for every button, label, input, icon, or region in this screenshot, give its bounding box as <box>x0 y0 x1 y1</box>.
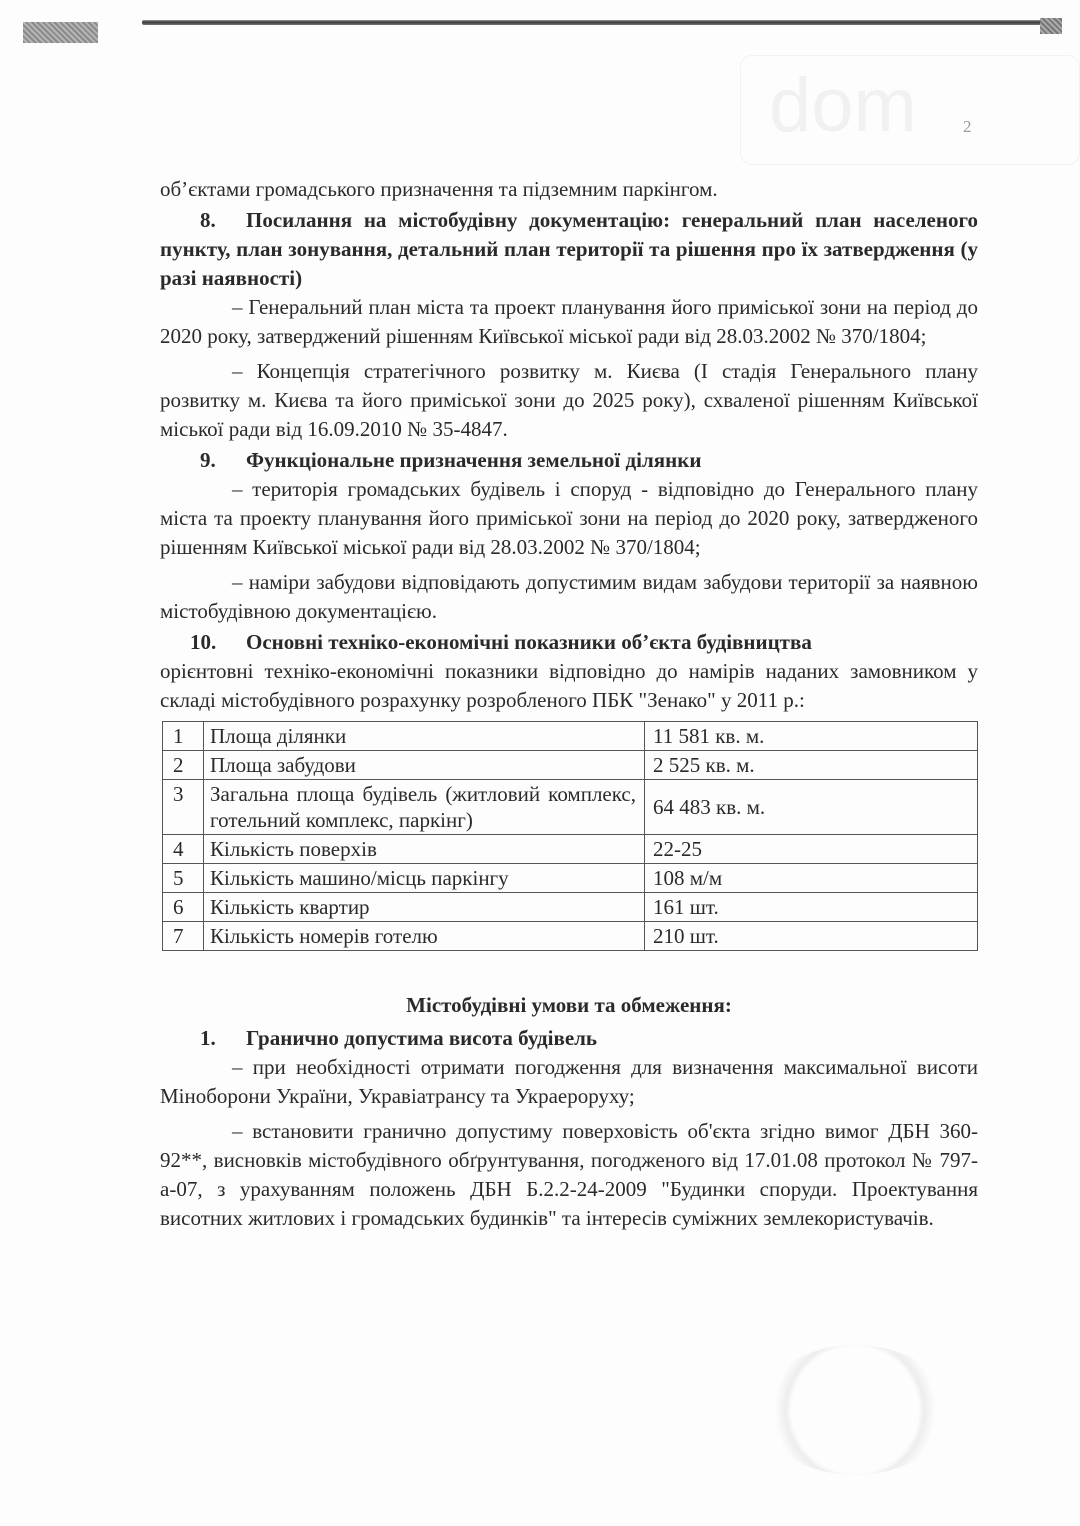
list-item: – територія громадських будівель і споруд - відповідно до Генерального плану міста та проекту планування його приміської зони на період до 2020 року, затвердженого рішенням Київської міської ради від 28.03.2002 № 370/1804; <box>160 477 978 559</box>
section-number: 8. <box>200 208 216 232</box>
faded-stamp <box>760 1345 950 1475</box>
section-heading <box>160 628 978 657</box>
row-number: 7 <box>163 922 204 951</box>
section-number: 10. <box>190 630 217 654</box>
row-number: 4 <box>163 835 204 864</box>
row-value: 64 483 кв. м. <box>645 780 978 835</box>
section-title: Посилання на містобудівну документацію: генеральний план населеного пункту, план зонування, детальний план території та рішення про їх затвердження (у разі наявності) <box>160 208 978 290</box>
section-number: 1. <box>200 1026 216 1050</box>
row-label: Загальна площа будівель (житловий комплекс, готельний комплекс, паркінг) <box>204 780 645 835</box>
section-title: Гранично допустима висота будівель <box>246 1026 598 1050</box>
row-label: Кількість машино/місць паркінгу <box>204 864 645 893</box>
list-item: – наміри забудови відповідають допустимим видам забудови території за наявною містобудівною документацією. <box>160 570 978 623</box>
table-row <box>163 922 978 951</box>
row-value: 108 м/м <box>645 864 978 893</box>
table-row <box>163 864 978 893</box>
row-label: Кількість номерів готелю <box>204 922 645 951</box>
section-8 <box>160 206 978 444</box>
scan-artifact-corner <box>23 22 98 43</box>
conditions-title: Містобудівні умови та обмеження: <box>406 993 732 1017</box>
conditions-section <box>160 991 978 1233</box>
list-item: – при необхідності отримати погодження для визначення максимальної висоти Міноборони України, Укравіатрансу та Украероруху; <box>160 1055 978 1108</box>
section-10 <box>160 628 978 951</box>
table-row <box>163 780 978 835</box>
row-label: Площа ділянки <box>204 722 645 751</box>
page-number: 2 <box>963 117 972 136</box>
section-heading <box>160 1024 978 1053</box>
table-row <box>163 835 978 864</box>
row-value: 11 581 кв. м. <box>645 722 978 751</box>
list-item: – Генеральний план міста та проект планування його приміської зони на період до 2020 року, затверджений рішенням Київської міської ради від 28.03.2002 № 370/1804; <box>160 295 978 348</box>
section-heading <box>160 206 978 293</box>
scan-artifact-line-end <box>1040 18 1062 34</box>
table-row <box>163 751 978 780</box>
table-row <box>163 722 978 751</box>
section-title: Функціональне призначення земельної ділянки <box>246 448 702 472</box>
row-number: 3 <box>163 780 204 835</box>
row-value: 210 шт. <box>645 922 978 951</box>
watermark: dom <box>740 55 1080 165</box>
row-value: 161 шт. <box>645 893 978 922</box>
list-item: – Концепція стратегічного розвитку м. Києва (І стадія Генерального плану розвитку м. Києва та його приміської зони до 2025 року), схваленої рішенням Київської міської ради від 16.09.2010 № 35-4847. <box>160 359 978 441</box>
row-label: Площа забудови <box>204 751 645 780</box>
row-value: 2 525 кв. м. <box>645 751 978 780</box>
document-body <box>160 175 978 1233</box>
row-label: Кількість квартир <box>204 893 645 922</box>
table-row <box>163 893 978 922</box>
row-number: 2 <box>163 751 204 780</box>
row-value: 22-25 <box>645 835 978 864</box>
list-item: – встановити гранично допустиму поверховість об'єкта згідно вимог ДБН 360-92**, висновків містобудівного обґрунтування, погодженого від 17.01.08 протокол № 797-а-07, з урахуванням положень ДБН Б.2.2-24-2009 "Будинки споруди. Проектування висотних житлових і громадських будинків" та інтересів суміжних землекористувачів. <box>160 1119 978 1230</box>
row-label: Кількість поверхів <box>204 835 645 864</box>
intro-line: об’єктами громадського призначення та підземним паркінгом. <box>160 177 718 201</box>
section-heading <box>160 446 978 475</box>
indicators-table <box>162 721 978 951</box>
section-number: 9. <box>200 448 216 472</box>
section-title: Основні техніко-економічні показники об’єкта будівництва <box>246 630 812 654</box>
row-number: 1 <box>163 722 204 751</box>
scan-artifact-top-line <box>142 20 1060 25</box>
row-number: 5 <box>163 864 204 893</box>
row-number: 6 <box>163 893 204 922</box>
section-9 <box>160 446 978 626</box>
section-description: орієнтовні техніко-економічні показники відповідно до намірів наданих замовником у складі містобудівного розрахунку розробленого ПБК "Зенако" у 2011 р.: <box>160 659 978 712</box>
